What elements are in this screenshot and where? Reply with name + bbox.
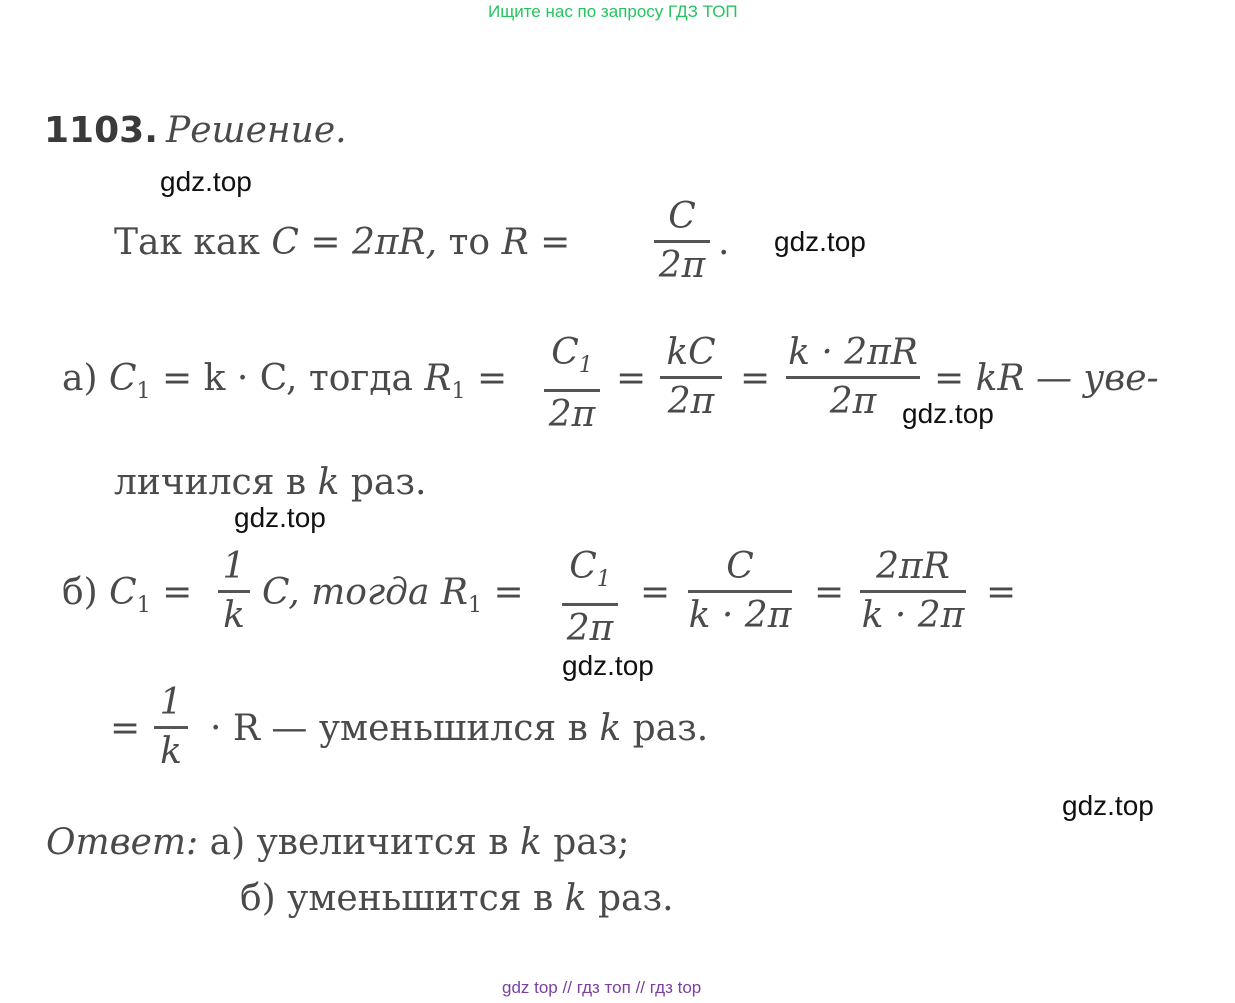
part-b-line2-fraction: 1 k (154, 682, 188, 773)
part-b-lhs: б) $C_1$ = (62, 572, 193, 619)
search-hint[interactable]: Ищите нас по запросу ГДЗ ТОП (488, 2, 738, 21)
intro-fraction: C 2π (654, 196, 710, 287)
part-b-line2-eq: = (110, 708, 141, 749)
part-a-eq-1: = (616, 358, 647, 399)
part-a-line1: а) $C_1 = k \cdot C$, тогда $R_1$ = (62, 358, 508, 405)
part-b-fraction-1: $C_1$ 2π (562, 546, 618, 650)
part-b-fraction-3: 2πR k · 2π (861, 546, 965, 636)
part-b-fraction-2: C k · 2π (688, 546, 792, 636)
part-b-eq-2: = (814, 572, 845, 613)
footer-link-gdz-top[interactable]: gdz top (502, 978, 558, 997)
part-a-line2: личился в k раз. (114, 462, 427, 503)
part-a-tail: = kR — уве- (934, 358, 1159, 399)
part-a-fraction-1: $C_1$ 2π (544, 332, 600, 436)
watermark: gdz.top (774, 226, 866, 257)
watermark: gdz.top (902, 398, 994, 429)
problem-number: 1103. (44, 110, 158, 151)
intro-line: Так как C = 2πR, то R = (114, 222, 571, 263)
answer-line-b: б) уменьшится в k раз. (240, 878, 674, 919)
part-b-line2-tail: · R — уменьшился в k раз. (210, 708, 709, 749)
footer-links: gdz top // гдз топ // гдз top (502, 978, 702, 997)
part-b-mid: C, тогда $R_1$ = (262, 572, 524, 619)
part-b-eq-3: = (986, 572, 1017, 613)
watermark: gdz.top (234, 502, 326, 533)
part-b-eq-1: = (640, 572, 671, 613)
part-a-eq-2: = (740, 358, 771, 399)
part-b-fraction-0: 1 k (218, 546, 250, 637)
watermark: gdz.top (562, 650, 654, 681)
footer-link-gdz-top-mixed[interactable]: гдз top (649, 978, 702, 997)
watermark: gdz.top (1062, 790, 1154, 821)
answer-line-a: Ответ: а) увеличится в k раз; (46, 822, 630, 863)
watermark: gdz.top (160, 166, 252, 197)
part-a-fraction-3: k · 2πR 2π (786, 332, 920, 423)
part-a-fraction-2: kC 2π (660, 332, 722, 423)
solution-heading: Решение. (166, 110, 347, 151)
footer-link-gdz-top-ru[interactable]: гдз топ (576, 978, 631, 997)
intro-period: . (718, 222, 730, 263)
